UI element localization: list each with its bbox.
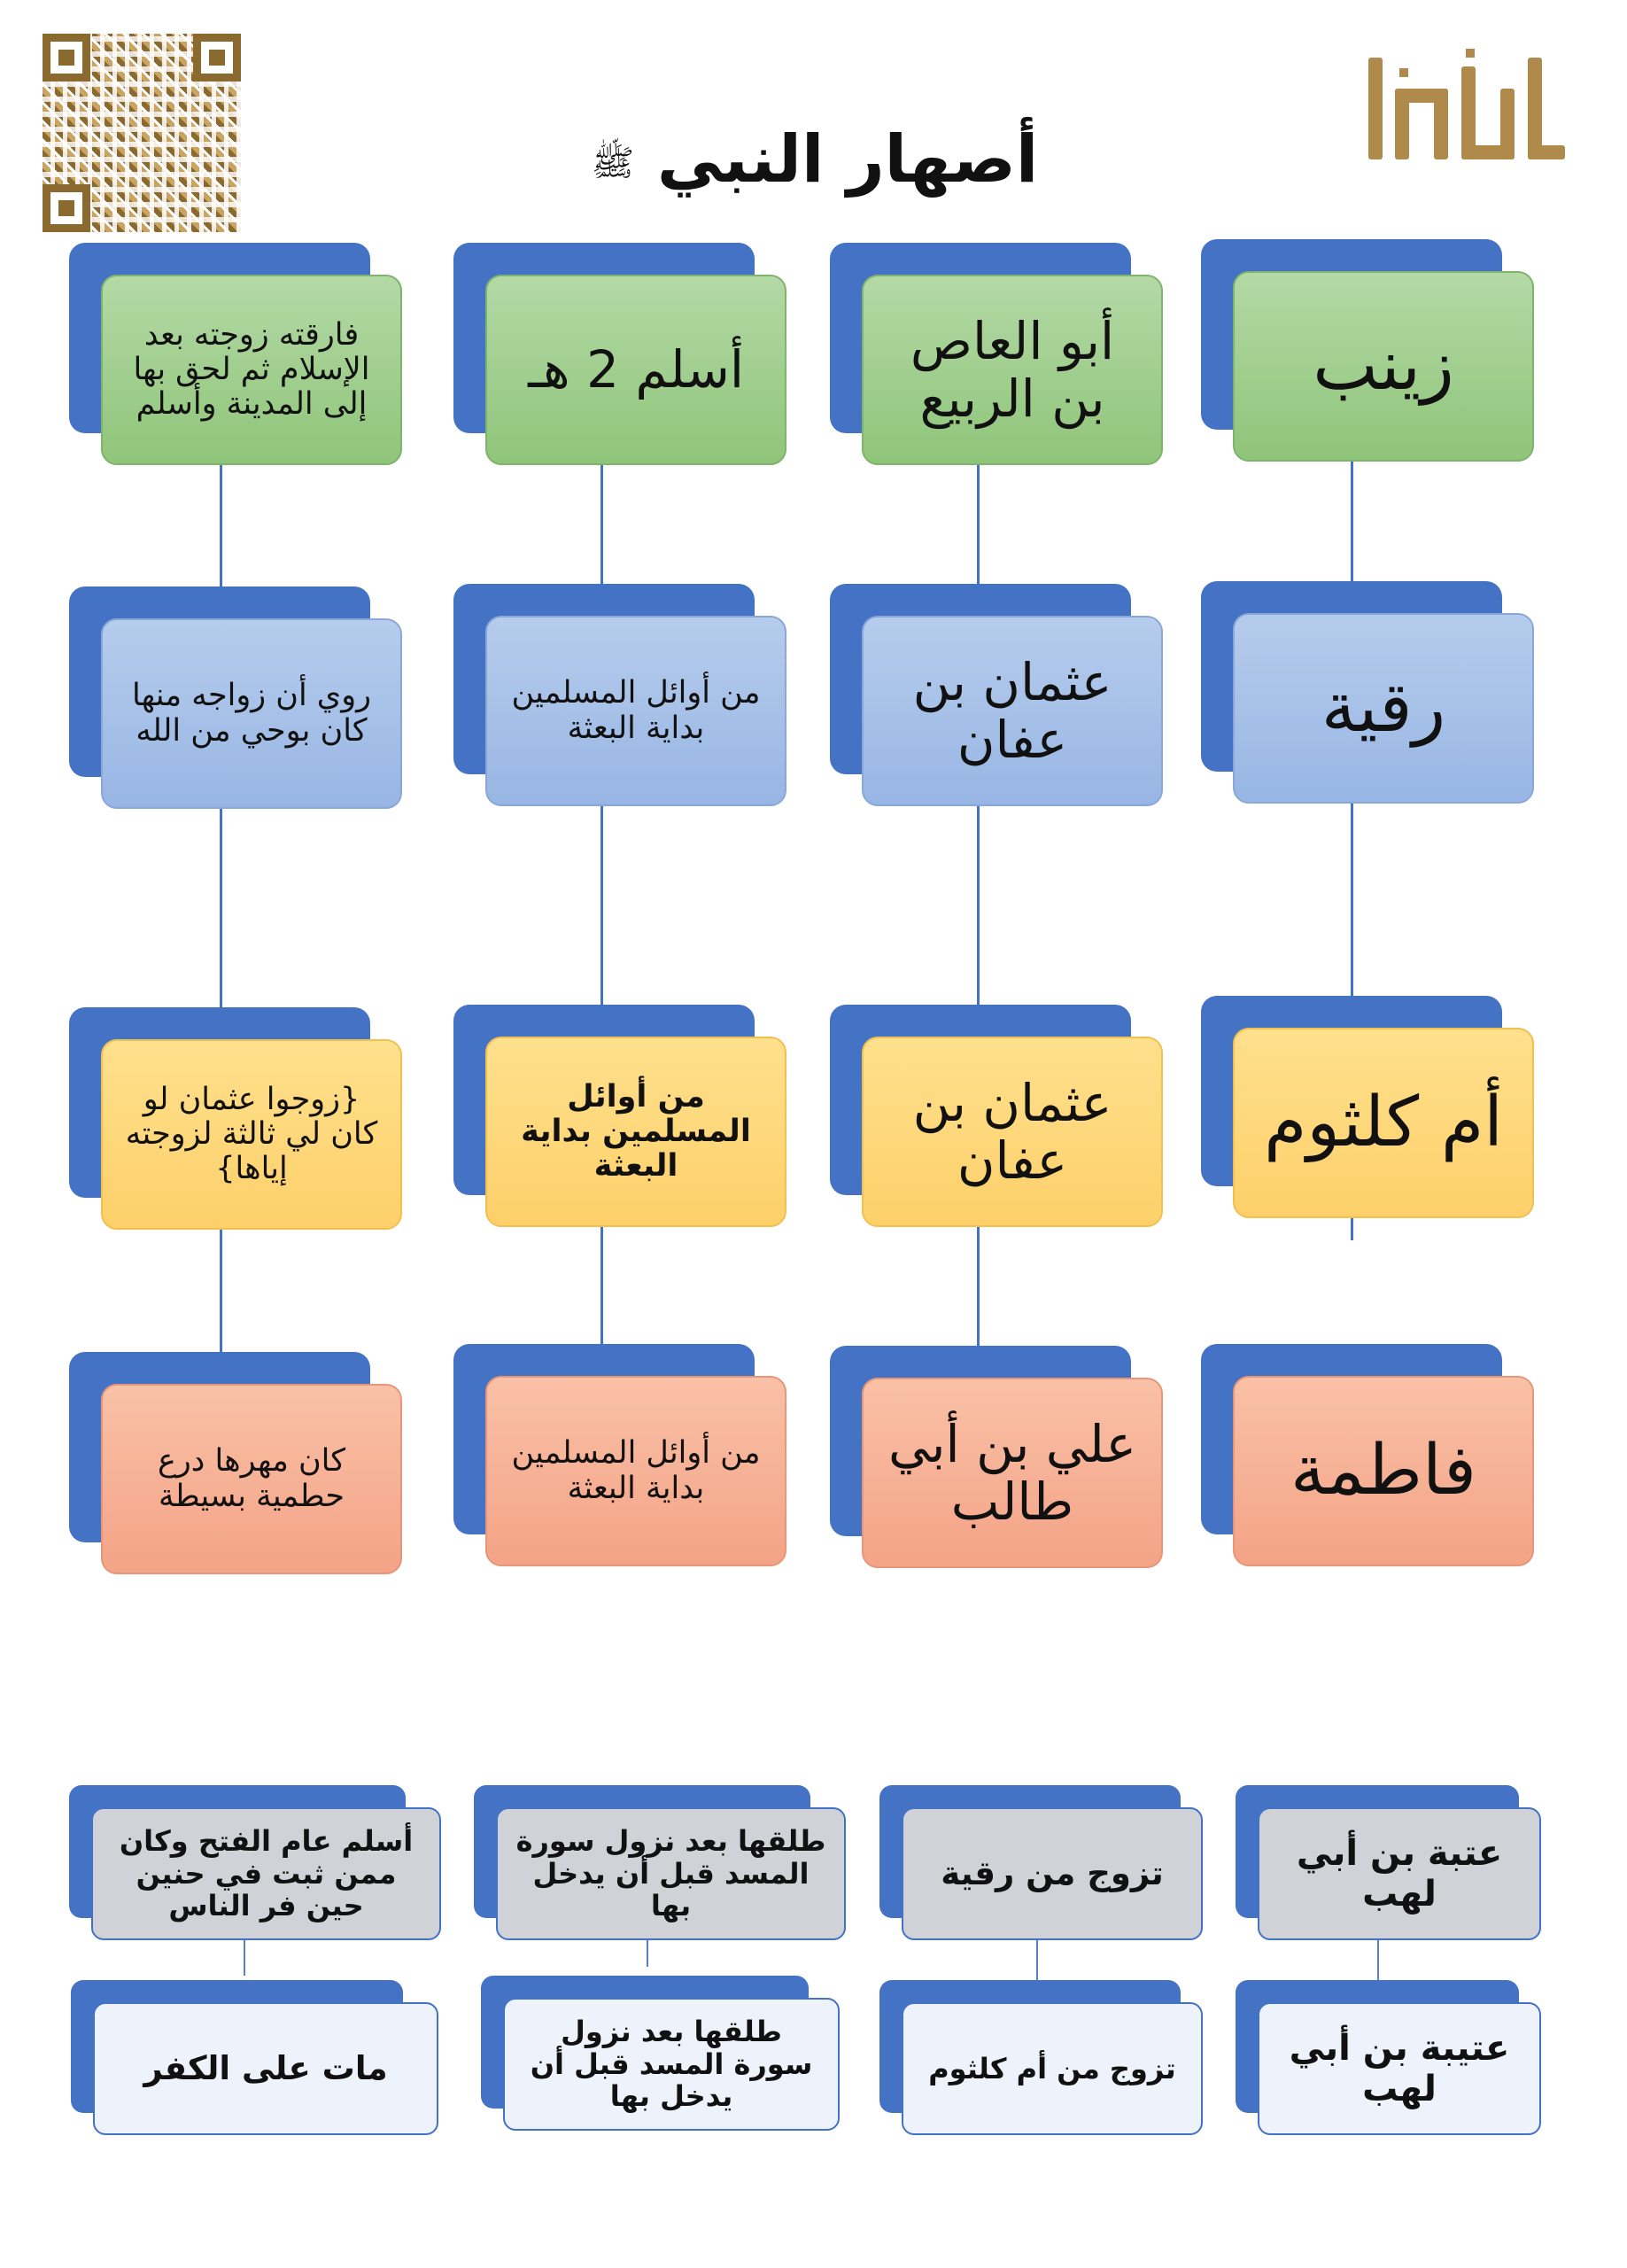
husband-card-2 — [862, 616, 1163, 806]
husband-name: علي بن أبي طالب — [862, 1378, 1163, 1568]
husband-detail: {زوجوا عثمان لو كان لي ثالثة لزوجته إياها} — [101, 1039, 402, 1230]
husband-name: أبو العاص بن الربيع — [862, 275, 1163, 465]
daughter-name: فاطمة — [1233, 1376, 1534, 1566]
note-card-4 — [485, 1376, 786, 1566]
daughter-name: رقية — [1233, 613, 1534, 804]
cousin-card-6 — [902, 2002, 1203, 2135]
connector-bottom-4 — [244, 1940, 245, 1976]
daughter-card-2 — [1233, 613, 1534, 804]
connector-bottom-2 — [1036, 1940, 1038, 1984]
cousin-divorce: طلقها بعد نزول سورة المسد قبل أن يدخل بها — [496, 1807, 846, 1940]
connector-bottom-3 — [647, 1940, 648, 1967]
brand-logo-icon — [1360, 40, 1572, 173]
connector-bottom-1 — [1377, 1940, 1379, 1984]
husband-card-1 — [862, 275, 1163, 465]
cousin-card-3 — [496, 1807, 846, 1940]
husband-name: عثمان بن عفان — [862, 1037, 1163, 1227]
detail-card-3 — [101, 1039, 402, 1230]
page-title — [567, 115, 1063, 204]
cousin-card-8 — [93, 2002, 438, 2135]
cousin-fate: أسلم عام الفتح وكان ممن ثبت في حنين حين فر الناس — [91, 1807, 441, 1940]
cousin-name: عتبة بن أبي لهب — [1258, 1807, 1541, 1940]
husband-detail: فارقته زوجته بعد الإسلام ثم لحق بها إلى المدينة وأسلم — [101, 275, 402, 465]
cousin-name: عتيبة بن أبي لهب — [1258, 2002, 1541, 2135]
husband-name: عثمان بن عفان — [862, 616, 1163, 806]
qr-code — [43, 34, 241, 232]
husband-card-4 — [862, 1378, 1163, 1568]
note-card-1 — [485, 275, 786, 465]
detail-card-2 — [101, 618, 402, 809]
cousin-marriage: تزوج من أم كلثوم — [902, 2002, 1203, 2135]
detail-card-4 — [101, 1384, 402, 1574]
cousin-card-4 — [91, 1807, 441, 1940]
daughter-card-4 — [1233, 1376, 1534, 1566]
cousin-divorce: طلقها بعد نزول سورة المسد قبل أن يدخل بها — [503, 1998, 840, 2131]
honorific-glyph: ﷺ — [591, 143, 635, 184]
husband-note: من أوائل المسلمين بداية البعثة — [485, 1037, 786, 1227]
husband-note: أسلم 2 هـ — [485, 275, 786, 465]
qr-finder-top-right — [193, 34, 241, 82]
detail-card-1 — [101, 275, 402, 465]
daughter-card-1 — [1233, 271, 1534, 462]
daughter-card-3 — [1233, 1028, 1534, 1218]
qr-finder-top-left — [43, 34, 90, 82]
husband-card-3 — [862, 1037, 1163, 1227]
cousin-card-1 — [1258, 1807, 1541, 1940]
husband-note: من أوائل المسلمين بداية البعثة — [485, 616, 786, 806]
note-card-2 — [485, 616, 786, 806]
cousin-card-2 — [902, 1807, 1203, 1940]
husband-detail: كان مهرها درع حطمية بسيطة — [101, 1384, 402, 1574]
cousin-card-5 — [1258, 2002, 1541, 2135]
page-title-text: أصهار النبي — [656, 121, 1039, 198]
note-card-3 — [485, 1037, 786, 1227]
cousin-marriage: تزوج من رقية — [902, 1807, 1203, 1940]
cousin-card-7 — [503, 1998, 840, 2131]
husband-note: من أوائل المسلمين بداية البعثة — [485, 1376, 786, 1566]
daughter-name: زينب — [1233, 271, 1534, 462]
qr-finder-bottom-left — [43, 184, 90, 232]
daughter-name: أم كلثوم — [1233, 1028, 1534, 1218]
cousin-fate: مات على الكفر — [93, 2002, 438, 2135]
husband-detail: روي أن زواجه منها كان بوحي من الله — [101, 618, 402, 809]
